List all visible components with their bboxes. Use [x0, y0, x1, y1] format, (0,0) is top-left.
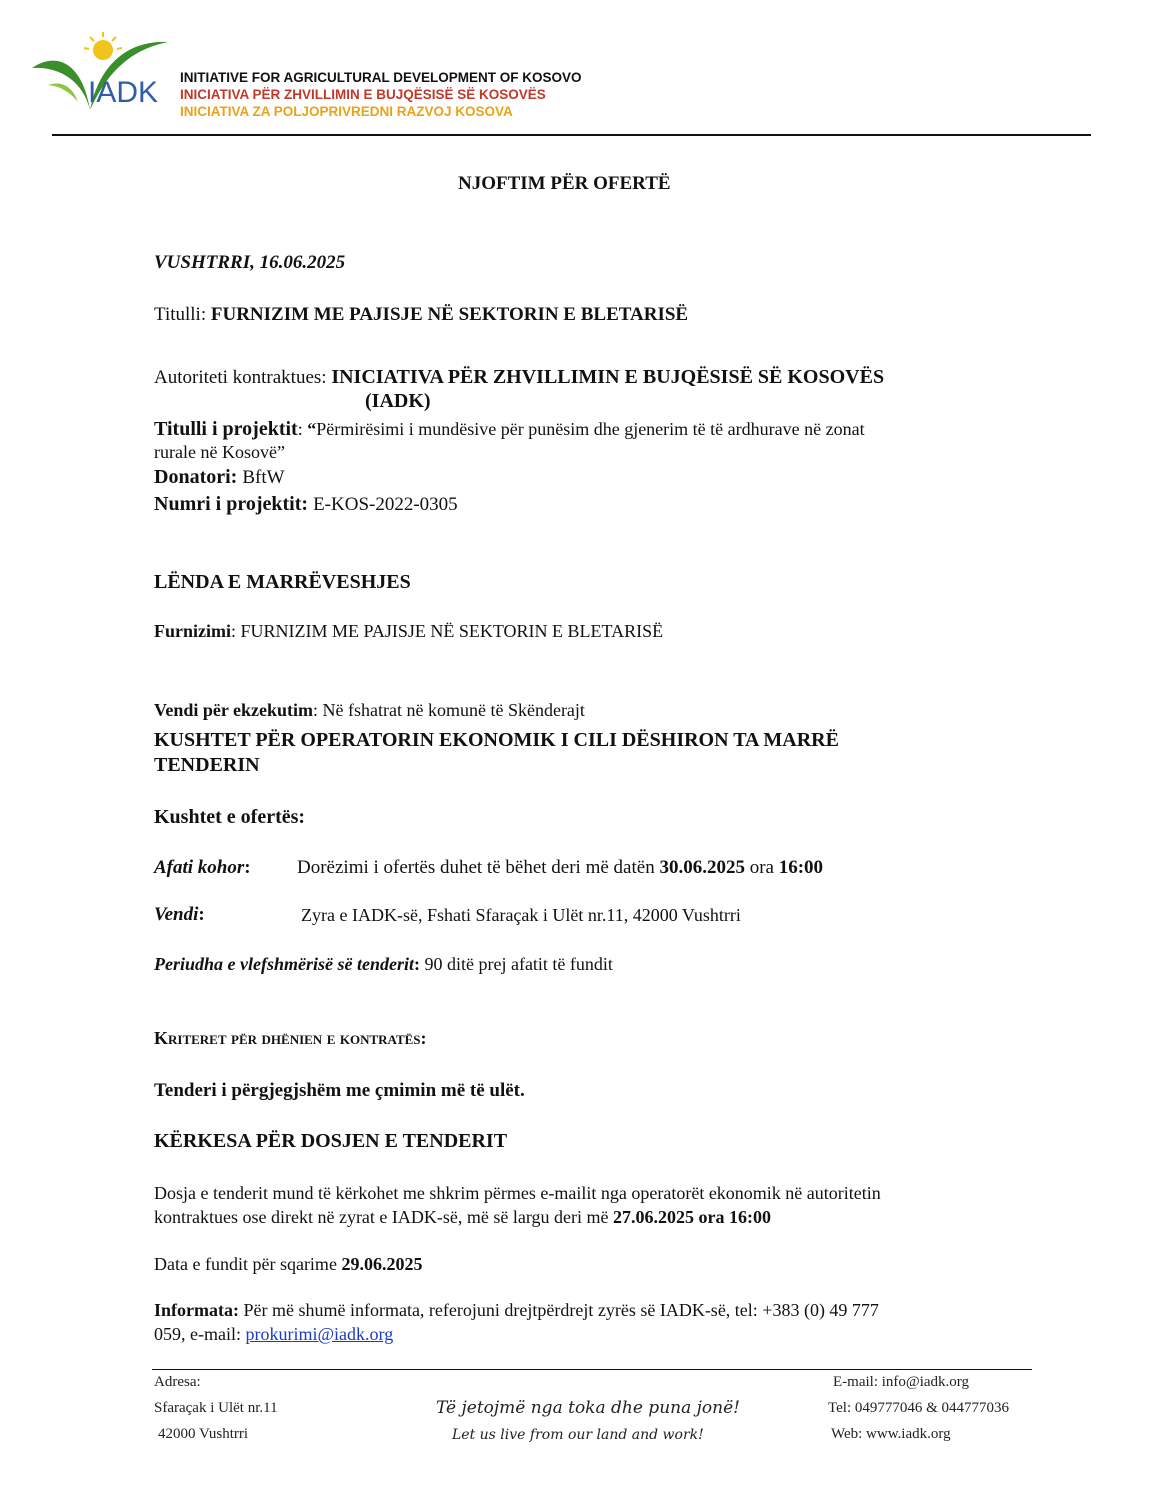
project-title-sep: : [297, 419, 308, 439]
offer-conditions-heading: Kushtet e ofertës: [154, 806, 306, 828]
project-title [154, 418, 865, 441]
supply-label: Furnizimi [154, 621, 231, 641]
execution-venue [154, 700, 585, 721]
deadline-text: Dorëzimi i ofertës duhet të bëhet deri më datën [297, 857, 660, 878]
footer-address-label: Adresa: [154, 1374, 201, 1390]
info-line-2 [154, 1324, 393, 1345]
donor-value: BftW [242, 467, 285, 488]
deadline-value [297, 857, 823, 879]
place-value: Zyra e IADK-së, Fshati Sfaraçak i Ulët nr.11, 42000 Vushtrri [301, 905, 741, 925]
info-email-link[interactable]: prokurimi@iadk.org [245, 1324, 394, 1344]
org-name-sq: INICIATIVA PËR ZHVILLIMIN E BUJQËSISË SË KOSOVËS [180, 87, 546, 102]
org-name-en: INITIATIVE FOR AGRICULTURAL DEVELOPMENT OF KOSOVO [180, 70, 582, 85]
venue-value: : Në fshatrat në komunë të Skënderajt [313, 700, 585, 720]
footer-phone: Tel: 049777046 & 044777036 [828, 1400, 1010, 1416]
conditions-heading-line-1: KUSHTET PËR OPERATORIN EKONOMIK I CILI DËSHIRON TA MARRË [154, 729, 839, 751]
clarification [154, 1254, 422, 1275]
tender-title-label: Titulli: [154, 304, 211, 325]
venue-label: Vendi për ekzekutim [154, 700, 314, 720]
deadline-label-row [154, 857, 251, 879]
deadline-ora: ora [744, 857, 779, 878]
footer-motto-sq: Të jetojmë nga toka dhe puna jonë! [436, 1398, 740, 1418]
header-divider [52, 134, 1091, 136]
logo-text: IADK [88, 76, 159, 109]
conditions-heading-line-2: TENDERIN [154, 754, 260, 776]
footer-motto-en: Let us live from our land and work! [452, 1427, 704, 1443]
deadline-time: 16:00 [778, 857, 824, 878]
page-title: NJOFTIM PËR OFERTË [458, 173, 671, 194]
tender-title [154, 304, 688, 326]
validity-value: 90 ditë prej afatit të fundit [419, 954, 613, 974]
deadline-colon: : [244, 857, 251, 878]
authority-label: Autoriteti kontraktues: [154, 367, 332, 388]
subject-heading: LËNDA E MARRËVESHJES [154, 571, 411, 593]
dossier-text-line-1: Dosja e tenderit mund të kërkohet me shkrim përmes e-mailit nga operatorët ekonomik në autoritetin [154, 1183, 881, 1203]
place-colon: : [198, 904, 205, 925]
info-text: Për më shumë informata, referojuni drejtpërdrejt zyrës së IADK-së, tel: +383 (0) 49 777 [238, 1300, 879, 1320]
dossier-text-line-2 [154, 1207, 771, 1228]
dossier-deadline: 27.06.2025 ora 16:00 [613, 1207, 771, 1227]
tender-title-value: FURNIZIM ME PAJISJE NË SEKTORIN E BLETARISË [210, 304, 689, 325]
iadk-logo [28, 30, 173, 130]
footer-email: E-mail: info@iadk.org [833, 1374, 970, 1390]
dossier-text: kontraktues ose direkt në zyrat e IADK-së, më së largu deri më [154, 1207, 614, 1227]
info-line-1 [154, 1300, 879, 1321]
project-title-line-1: Përmirësimi i mundësive për punësim dhe gjenerim të të ardhurave në zonat [316, 419, 865, 439]
deadline-date: 30.06.2025 [659, 857, 745, 878]
validity-label: Periudha e vlefshmërisë së tenderit [154, 954, 414, 974]
contracting-authority [154, 366, 884, 389]
footer-address-line-2: 42000 Vushtrri [158, 1426, 249, 1442]
validity-colon: : [413, 954, 420, 974]
clarification-text: Data e fundit për sqarime [154, 1254, 342, 1274]
donor-label: Donatori: [154, 466, 243, 488]
org-name-sr: INICIATIVA ZA POLJOPRIVREDNI RAZVOJ KOSOVA [180, 104, 513, 119]
criteria-value: Tenderi i përgjegjshëm me çmimin më të ulët. [154, 1080, 525, 1101]
supply-value: : FURNIZIM ME PAJISJE NË SEKTORIN E BLETARISË [231, 621, 664, 641]
project-number-label: Numri i projektit: [154, 493, 314, 515]
donor [154, 466, 285, 489]
footer-divider [152, 1369, 1032, 1370]
sun-icon [84, 32, 122, 60]
project-title-line-2: rurale në Kosovë” [154, 442, 285, 462]
project-number-value: E-KOS-2022-0305 [313, 494, 458, 515]
deadline-label: Afati kohor [154, 857, 245, 878]
place-date: VUSHTRRI, 16.06.2025 [154, 252, 346, 273]
authority-acronym: (IADK) [365, 390, 431, 412]
criteria-heading: Kriteret për dhënien e kontratës: [154, 1028, 427, 1048]
info-phone-cont: 059, e-mail: [154, 1324, 246, 1344]
place-label-row [154, 904, 205, 926]
project-title-label: Titulli i projektit [154, 418, 298, 440]
validity [154, 954, 613, 975]
project-title-quote: “ [307, 419, 317, 439]
place-label: Vendi [154, 904, 199, 925]
footer-web: Web: www.iadk.org [831, 1426, 951, 1442]
dossier-heading: KËRKESA PËR DOSJEN E TENDERIT [154, 1130, 508, 1152]
clarification-date: 29.06.2025 [341, 1254, 423, 1274]
info-label: Informata: [154, 1300, 239, 1320]
authority-value: INICIATIVA PËR ZHVILLIMIN E BUJQËSISË SË KOSOVËS [331, 366, 885, 388]
project-number [154, 493, 458, 516]
footer-address-line-1: Sfaraçak i Ulët nr.11 [154, 1400, 278, 1416]
supply [154, 621, 663, 642]
